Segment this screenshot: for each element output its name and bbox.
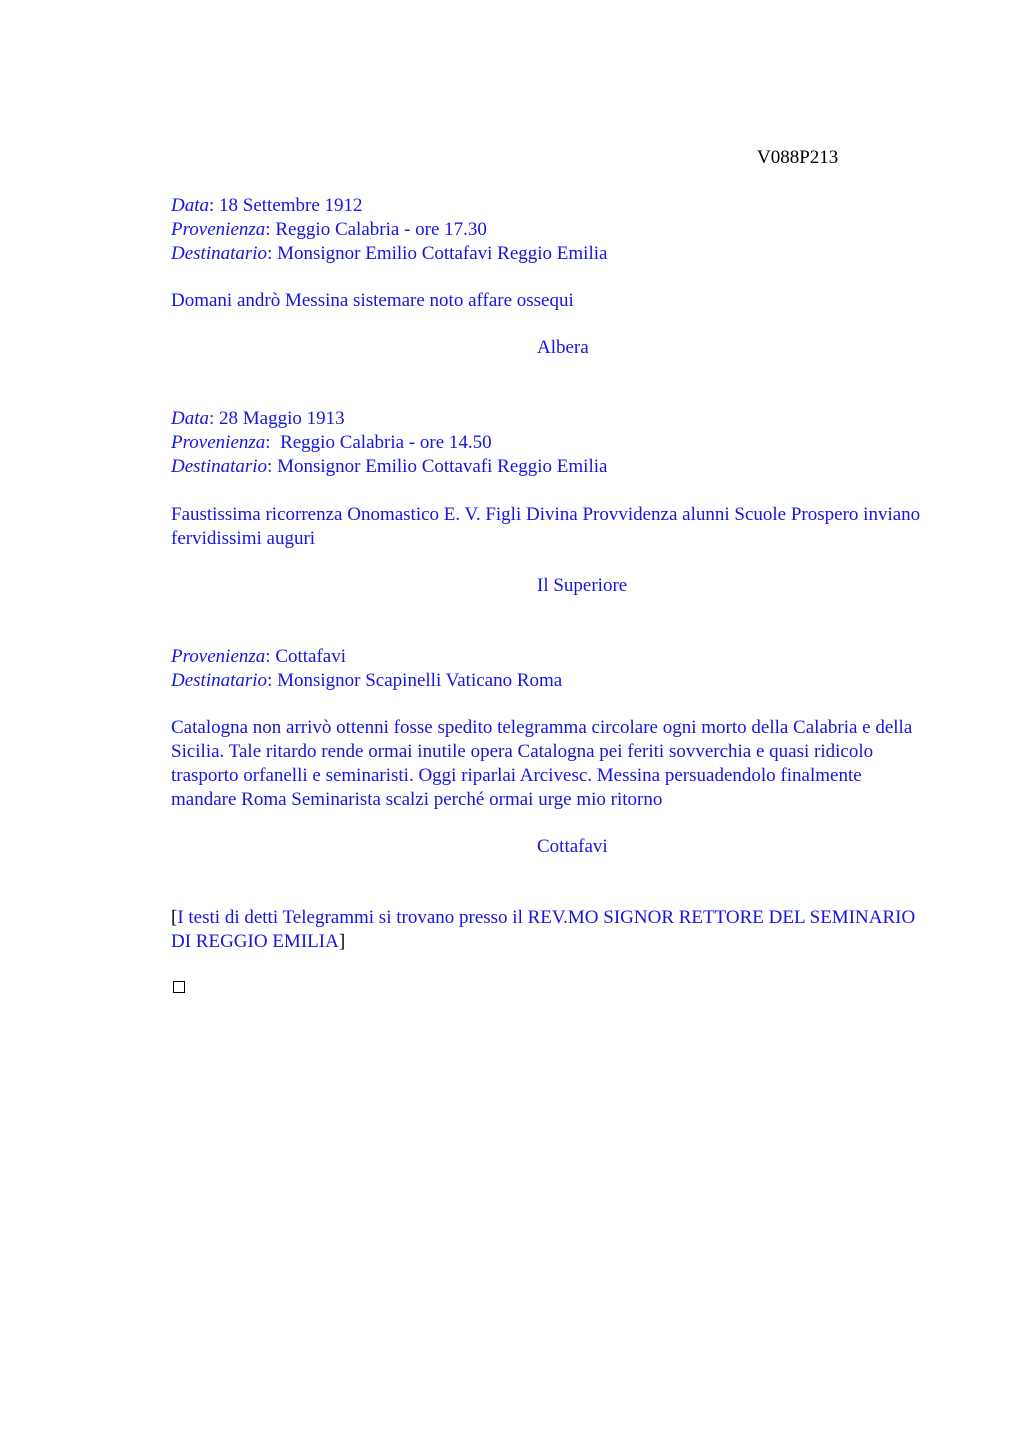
empty-square-glyph	[173, 981, 185, 993]
telegram-2-date: 28 Maggio 1913	[219, 408, 345, 429]
telegram-2-recipient-line	[171, 455, 941, 479]
label-separator: :	[267, 670, 278, 691]
telegram-3-body	[171, 716, 941, 812]
label-separator: :	[209, 408, 220, 429]
note-close-bracket: ]	[338, 931, 346, 952]
date-label: Data	[171, 408, 209, 429]
telegram-1-date-line	[171, 194, 941, 218]
telegram-3-header	[171, 645, 941, 693]
telegram-3-signature: Cottafavi	[537, 836, 608, 857]
telegram-1-origin-line	[171, 218, 941, 242]
note-text: I testi di detti Telegrammi si trovano presso il REV.MO SIGNOR RETTORE DEL SEMINARIO DI REGGIO EMILIA	[171, 907, 916, 952]
document-code: V088P213	[757, 147, 839, 168]
origin-label: Provenienza	[171, 219, 266, 240]
telegram-1-recipient-line	[171, 242, 941, 266]
telegram-2-recipient: Monsignor Emilio Cottavafi Reggio Emilia	[277, 456, 608, 477]
telegram-1-date: 18 Settembre 1912	[219, 195, 363, 216]
telegram-1-signature: Albera	[537, 337, 589, 358]
recipient-label: Destinatario	[171, 243, 268, 264]
editorial-note-text	[171, 906, 931, 954]
editorial-note	[171, 906, 941, 954]
telegram-1-recipient: Monsignor Emilio Cottafavi Reggio Emilia	[277, 243, 608, 264]
telegram-3-text: Catalogna non arrivò ottenni fosse spedito telegramma circolare ogni morto della Calabria e della Sicilia. Tale ritardo rende ormai inutile opera Catalogna pei feriti sovverchia e quasi ridicolo trasporto orfanelli e seminaristi. Oggi riparlai Arcivesc. Messina persuadendolo finalmente mandare Roma Seminarista scalzi perché ormai urge mio ritorno	[171, 717, 913, 810]
telegram-3-recipient-line	[171, 669, 941, 693]
telegram-2-signature: Il Superiore	[537, 575, 628, 596]
label-separator: :	[209, 195, 220, 216]
telegram-3-recipient: Monsignor Scapinelli Vaticano Roma	[277, 670, 563, 691]
telegram-3-origin: Cottafavi	[275, 646, 347, 667]
telegram-2-text: Faustissima ricorrenza Onomastico E. V. Figli Divina Provvidenza alunni Scuole Prospero inviano fervidissimi auguri	[171, 504, 921, 549]
recipient-label: Destinatario	[171, 670, 268, 691]
telegram-2-origin: Reggio Calabria - ore 14.50	[275, 432, 492, 453]
date-label: Data	[171, 195, 209, 216]
telegram-2-header	[171, 407, 941, 479]
telegram-2-origin-line	[171, 431, 941, 455]
label-separator: :	[265, 432, 276, 453]
recipient-label: Destinatario	[171, 456, 268, 477]
telegram-1-text: Domani andrò Messina sistemare noto affare ossequi	[171, 290, 574, 311]
note-open-bracket: [	[171, 907, 178, 928]
label-separator: :	[267, 243, 278, 264]
origin-label: Provenienza	[171, 646, 266, 667]
telegram-2-date-line	[171, 407, 941, 431]
label-separator: :	[265, 219, 276, 240]
label-separator: :	[267, 456, 278, 477]
label-separator: :	[265, 646, 276, 667]
telegram-1-header	[171, 194, 941, 266]
telegram-1-body	[171, 289, 941, 313]
telegram-1-origin: Reggio Calabria - ore 17.30	[275, 219, 487, 240]
origin-label: Provenienza	[171, 432, 266, 453]
telegram-3-origin-line	[171, 645, 941, 669]
telegram-2-body	[171, 503, 941, 551]
